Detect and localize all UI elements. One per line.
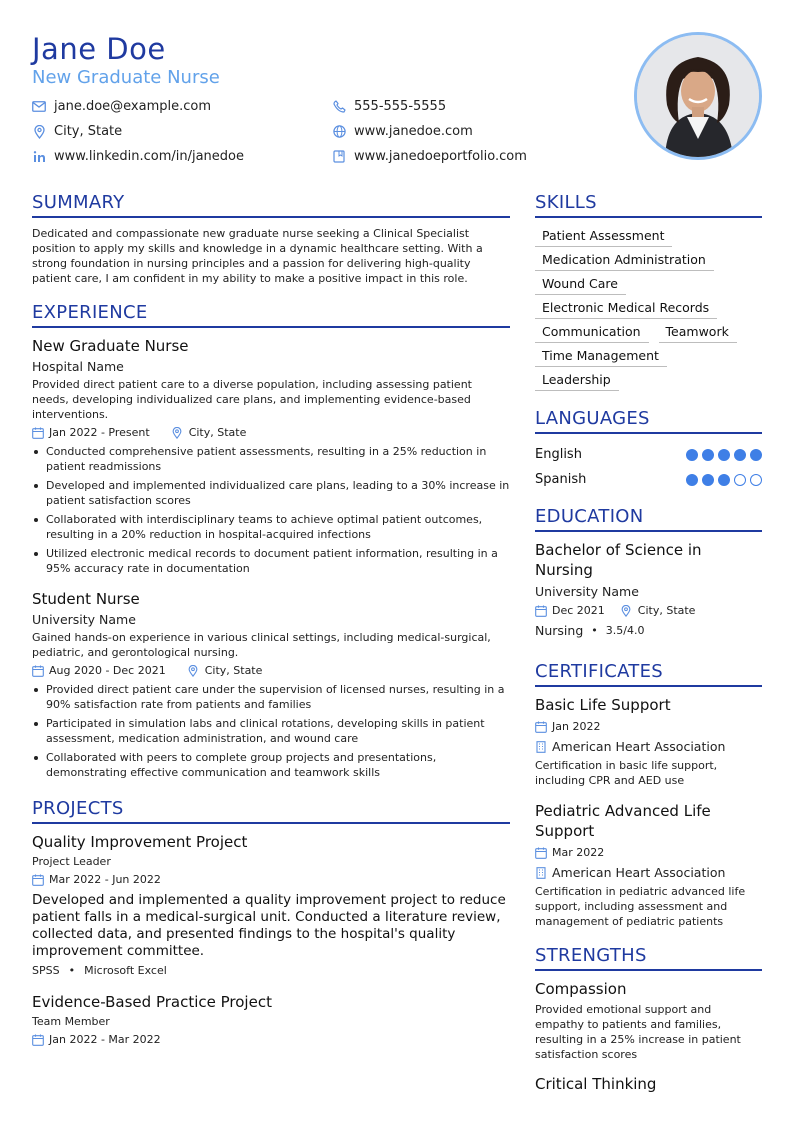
job-description: Provided direct patient care to a diverse population, including assessing patient needs, developing individualized care plans, and implementing evidence-based interventions. — [32, 378, 472, 421]
education-heading: EDUCATION — [535, 506, 762, 532]
skills-section — [535, 192, 762, 394]
list-item: Participated in simulation labs and clinical rotations, developing skills in patient assessment, medication administration, and wound care — [32, 716, 510, 746]
skills-heading: SKILLS — [535, 192, 762, 218]
education-gpa-row: Nursing • 3.5/4.0 — [535, 623, 645, 638]
language-row — [535, 442, 762, 467]
linkedin-text: www.linkedin.com/in/janedoe — [54, 149, 244, 164]
proficiency-dots — [682, 474, 762, 486]
projects-heading: PROJECTS — [32, 798, 510, 824]
employer: Hospital Name — [32, 359, 124, 374]
candidate-title: New Graduate Nurse — [32, 67, 220, 88]
job-meta — [32, 663, 510, 679]
education-date: Dec 2021 — [552, 604, 605, 617]
certificate-date-row — [535, 845, 762, 861]
project-item — [32, 992, 510, 1048]
left-column — [32, 192, 510, 1048]
calendar-icon — [32, 665, 44, 677]
experience-section — [32, 302, 510, 780]
proficiency-dot-filled — [734, 449, 746, 461]
language-name: Spanish — [535, 472, 587, 487]
skill-tag: Time Management — [535, 346, 667, 367]
job-dates: Jan 2022 - Present — [49, 426, 150, 439]
project-meta — [32, 872, 510, 888]
right-column — [535, 192, 762, 1094]
languages-heading: LANGUAGES — [535, 408, 762, 434]
calendar-icon — [32, 427, 44, 439]
list-item: Collaborated with interdisciplinary teams to achieve optimal patient outcomes, resulting in a 20% reduction in hospital-acquired infections — [32, 512, 510, 542]
skills-list — [535, 226, 762, 394]
job-location: City, State — [204, 664, 263, 677]
contact-website[interactable] — [332, 124, 473, 139]
project-item — [32, 832, 510, 979]
calendar-icon — [535, 847, 547, 859]
proficiency-dot-filled — [686, 474, 698, 486]
building-icon — [535, 867, 547, 879]
proficiency-dot-filled — [718, 449, 730, 461]
resume-header — [32, 30, 762, 170]
list-item: Utilized electronic medical records to document patient information, resulting in a 95% accuracy rate in documentation — [32, 546, 510, 576]
summary-heading: SUMMARY — [32, 192, 510, 218]
strength-description: Provided emotional support and empathy to patients and families, resulting in a 25% increase in patient satisfaction scores — [535, 1003, 741, 1061]
location-pin-icon — [172, 427, 184, 439]
location-pin-icon — [32, 125, 46, 139]
project-dates: Jan 2022 - Mar 2022 — [49, 1033, 161, 1046]
job-dates: Aug 2020 - Dec 2021 — [49, 664, 166, 677]
contact-portfolio[interactable] — [332, 149, 527, 164]
contact-location — [32, 124, 122, 139]
skill-tag: Communication — [535, 322, 649, 343]
candidate-name: Jane Doe — [32, 32, 166, 66]
skill-tag: Teamwork — [659, 322, 737, 343]
tool-tag: SPSS — [32, 964, 60, 977]
certificate-issuer-row — [535, 865, 762, 881]
languages-section — [535, 408, 762, 492]
skill-tag: Patient Assessment — [535, 226, 672, 247]
certificate-title: Pediatric Advanced Life Support — [535, 802, 711, 840]
strength-title: Critical Thinking — [535, 1075, 657, 1093]
project-title: Evidence-Based Practice Project — [32, 993, 272, 1011]
strengths-heading: STRENGTHS — [535, 945, 762, 971]
skill-tag: Electronic Medical Records — [535, 298, 717, 319]
proficiency-dots — [682, 449, 762, 461]
field-of-study: Nursing — [535, 623, 584, 638]
proficiency-dot-filled — [718, 474, 730, 486]
list-item: Conducted comprehensive patient assessments, resulting in a 25% reduction in patient readmissions — [32, 444, 510, 474]
achievement-list — [32, 682, 510, 780]
skill-tag: Wound Care — [535, 274, 626, 295]
strengths-section — [535, 945, 762, 1094]
envelope-icon — [32, 100, 46, 114]
project-title: Quality Improvement Project — [32, 833, 248, 851]
certificate-issuer-row — [535, 739, 762, 755]
certificate-issuer: American Heart Association — [552, 739, 726, 754]
skill-tag: Medication Administration — [535, 250, 714, 271]
summary-section — [32, 192, 510, 286]
building-icon — [535, 741, 547, 753]
job-description: Gained hands-on experience in various clinical settings, including medical-surgical, pediatric, and gerontological nursing. — [32, 631, 491, 659]
phone-icon — [332, 100, 346, 114]
experience-item — [32, 589, 510, 780]
location-text: City, State — [54, 124, 123, 139]
project-role: Project Leader — [32, 855, 111, 868]
email-text: jane.doe@example.com — [54, 99, 212, 114]
website-text: www.janedoe.com — [354, 124, 473, 139]
certificates-section — [535, 661, 762, 929]
certificate-item — [535, 801, 762, 929]
bookmark-icon — [332, 150, 346, 164]
globe-icon — [332, 125, 346, 139]
location-pin-icon — [621, 605, 633, 617]
certificate-item — [535, 695, 762, 788]
location-pin-icon — [188, 665, 200, 677]
proficiency-dot-filled — [702, 449, 714, 461]
profile-photo — [634, 32, 762, 160]
projects-section — [32, 798, 510, 1048]
list-item: Developed and implemented individualized care plans, leading to a 30% increase in patient satisfaction scores — [32, 478, 510, 508]
language-row — [535, 467, 762, 492]
job-title: Student Nurse — [32, 590, 140, 608]
achievement-list — [32, 444, 510, 576]
tool-tag: Microsoft Excel — [84, 964, 167, 977]
certificates-heading: CERTIFICATES — [535, 661, 762, 687]
gpa: 3.5/4.0 — [605, 624, 645, 637]
experience-heading: EXPERIENCE — [32, 302, 510, 328]
project-description: Developed and implemented a quality improvement project to reduce patient falls in a medical-surgical unit. Conducted a literature review, collected data, and presented findings to the hospital's quality improvement committee. — [32, 892, 506, 959]
certificate-date: Mar 2022 — [552, 846, 605, 859]
contact-linkedin[interactable] — [32, 149, 244, 164]
certificate-date: Jan 2022 — [552, 720, 601, 733]
proficiency-dot-empty — [734, 474, 746, 486]
employer: University Name — [32, 612, 136, 627]
calendar-icon — [32, 874, 44, 886]
certificate-date-row — [535, 719, 762, 735]
calendar-icon — [535, 605, 547, 617]
calendar-icon — [535, 721, 547, 733]
skill-tag: Leadership — [535, 370, 619, 391]
portfolio-text: www.janedoeportfolio.com — [354, 149, 527, 164]
job-title: New Graduate Nurse — [32, 337, 189, 355]
linkedin-icon — [32, 150, 46, 164]
education-location: City, State — [637, 604, 696, 617]
proficiency-dot-empty — [750, 474, 762, 486]
strength-title: Compassion — [535, 980, 627, 998]
languages-list — [535, 442, 762, 492]
project-tools: SPSS • Microsoft Excel — [32, 964, 167, 977]
job-location: City, State — [188, 426, 247, 439]
job-meta — [32, 425, 510, 441]
summary-text: Dedicated and compassionate new graduate nurse seeking a Clinical Specialist position to apply my skills and knowledge in a dynamic healthcare setting. With a strong foundation in nursing principles and a passion for delivering high-quality patient care, I am confident in my ability to make a positive impact in this role. — [32, 227, 483, 285]
list-item: Collaborated with peers to complete group projects and presentations, demonstrating effective communication and teamwork skills — [32, 750, 510, 780]
certificate-title: Basic Life Support — [535, 696, 671, 714]
project-dates: Mar 2022 - Jun 2022 — [49, 873, 161, 886]
school: University Name — [535, 584, 639, 599]
phone-text: 555-555-5555 — [354, 99, 447, 114]
contact-email[interactable] — [32, 99, 211, 114]
contact-phone[interactable] — [332, 99, 446, 114]
proficiency-dot-filled — [686, 449, 698, 461]
experience-item — [32, 336, 510, 576]
education-section — [535, 506, 762, 639]
proficiency-dot-filled — [750, 449, 762, 461]
certificate-description: Certification in basic life support, including CPR and AED use — [535, 759, 718, 787]
proficiency-dot-filled — [702, 474, 714, 486]
project-role: Team Member — [32, 1015, 110, 1028]
degree: Bachelor of Science in Nursing — [535, 541, 702, 579]
list-item: Provided direct patient care under the supervision of licensed nurses, resulting in a 90% satisfaction rate from patients and families — [32, 682, 510, 712]
certificate-description: Certification in pediatric advanced life support, including assessment and management of pediatric patients — [535, 885, 746, 928]
project-meta — [32, 1032, 510, 1048]
calendar-icon — [32, 1034, 44, 1046]
language-name: English — [535, 447, 582, 462]
education-meta — [535, 603, 762, 619]
certificate-issuer: American Heart Association — [552, 865, 726, 880]
